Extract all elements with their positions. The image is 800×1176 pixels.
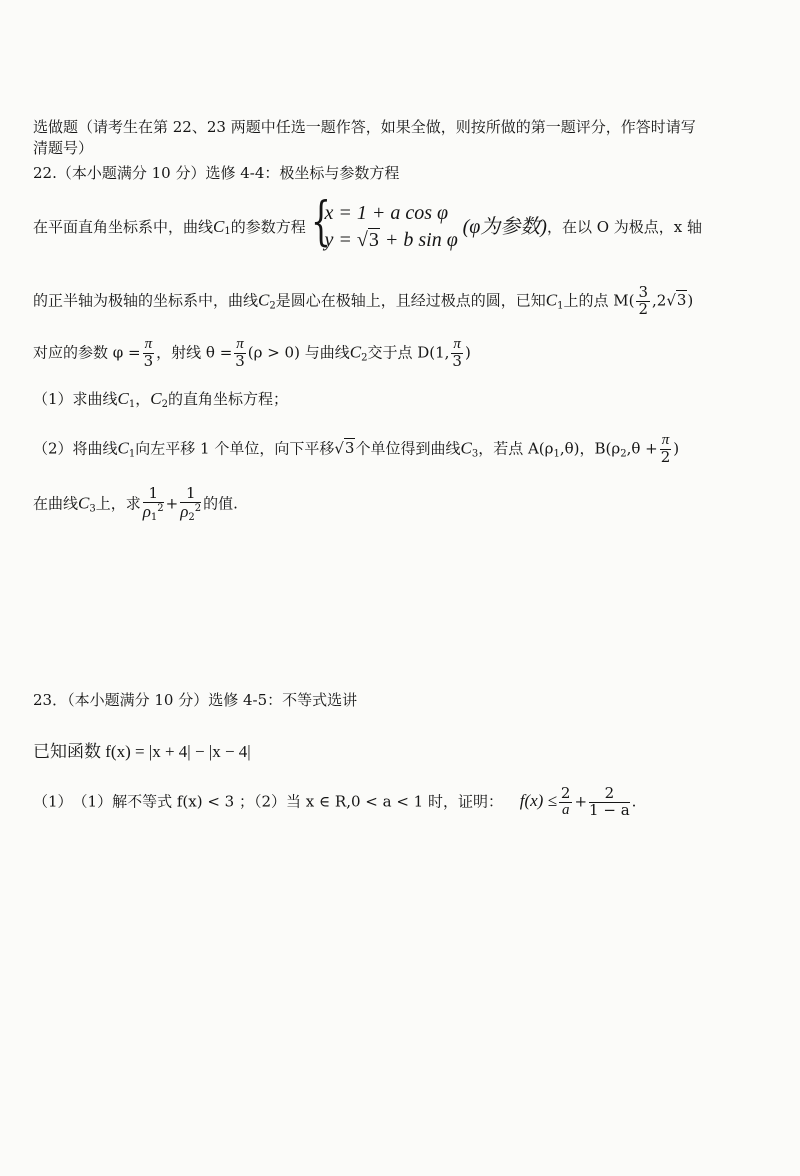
text: （1）求曲线 [33, 390, 118, 408]
text: 的直角坐标方程； [168, 390, 289, 408]
text: ， [135, 390, 151, 408]
curve-c1: C [117, 438, 129, 458]
subscript: 2 [620, 448, 627, 460]
text: 上，求 [95, 494, 141, 513]
section-header-line1: 选做题（请考生在第 22、23 两题中任选一题作答，如果全做，则按所做的第一题评分，作答时请写 [33, 118, 696, 136]
subscript: 2 [269, 300, 276, 312]
q22-line4 [33, 337, 471, 370]
curve-c2: C [258, 290, 270, 310]
curve-c3: C [460, 438, 472, 458]
q22-part-1 [33, 389, 288, 411]
period: . [631, 792, 637, 811]
inequality: f(x) ≤ [519, 791, 557, 811]
sqrt-3: 3 [368, 229, 379, 251]
fraction-pi-3: $\frac{\pi}{3}$ [235, 336, 245, 370]
text: ,θ)，B(ρ [559, 439, 621, 458]
text: （2）将曲线 [33, 439, 118, 458]
question-23-title: 23．（本小题满分 10 分）选修 4-5：不等式选讲 [33, 691, 358, 709]
system-row-2: y = √3 + b sin φ [324, 229, 458, 251]
sqrt-3: 3 [676, 291, 687, 310]
system-row-1: x = 1 + a cos φ [324, 202, 449, 224]
parametric-system [310, 192, 458, 254]
subscript: 1 [128, 399, 136, 410]
curve-c3: C [78, 493, 90, 513]
curve-c2: C [150, 389, 162, 408]
fraction-pi-2: $\frac{\pi}{2}$ [660, 432, 671, 466]
text: (ρ > 0) 与曲线 [247, 343, 350, 362]
text: 的正半轴为极轴的坐标系中，曲线 [33, 291, 259, 310]
pole-text: ，在以 O 为极点，x 轴 [546, 218, 703, 236]
text: ,2 [652, 291, 667, 310]
text: ,θ + [626, 439, 658, 458]
param-note: (φ为参数) [462, 216, 547, 238]
question-22-title: 22.（本小题满分 10 分）选修 4-4：极坐标与参数方程 [33, 164, 400, 182]
sys-y: y = [324, 229, 357, 251]
q22-intro-text: 在平面直角坐标系中，曲线 [33, 218, 214, 236]
text: （1） （1）解不等式 f(x) < 3 ；（2）当 x ∈ R,0 < a < 1 时，证明： [33, 792, 503, 811]
subscript: 1 [553, 448, 560, 460]
plus: + [165, 494, 179, 513]
fraction-pi-3: $\frac{\pi}{3}$ [143, 336, 154, 370]
plus: + [574, 792, 588, 811]
q22-line3: 的正半轴为极轴的坐标系中，曲线$C_2$是圆心在极轴上，且经过极点的圆，已知$C_1$上的点 M( $\frac{3}{2}$ ,2√3) [33, 283, 694, 318]
brace: { [310, 192, 331, 252]
text: 个单位得到曲线 [355, 439, 461, 458]
param-text: 的参数方程 [230, 218, 306, 236]
q23-parts [33, 786, 636, 819]
fraction-2-over-1-minus-a: $\frac{2}{1 - a}$ [589, 784, 630, 819]
fraction-pi-3: $\frac{\pi}{3}$ [452, 336, 462, 370]
sqrt-3: 3 [344, 439, 355, 458]
text: ，若点 A(ρ [478, 439, 554, 458]
text: 向左平移 1 个单位，向下平移 [135, 439, 335, 458]
text: ) [673, 439, 680, 458]
subscript: 3 [89, 503, 96, 515]
q22-last-line [33, 486, 238, 523]
fraction-3-2: $\frac{3}{2}$ [638, 283, 648, 318]
subscript: 1 [128, 448, 136, 460]
text: 上的点 M( [563, 291, 635, 310]
subscript: 3 [471, 448, 479, 460]
subscript: 2 [161, 399, 168, 410]
text: 对应的参数 φ = [33, 343, 141, 362]
fraction-2-over-a: $\frac{2}{a}$ [560, 784, 571, 818]
curve-c1: C [213, 216, 225, 236]
fraction-1-over-rho1-sq: $\frac{1}{\rho_1^2}$ [142, 484, 164, 523]
text: 是圆心在极轴上，且经过极点的圆，已知 [275, 291, 546, 310]
text: ) [464, 343, 471, 362]
subscript: 2 [361, 352, 368, 364]
text: 交于点 D(1, [367, 343, 450, 362]
text: 在曲线 [33, 494, 79, 513]
fraction-1-over-rho2-sq: $\frac{1}{\rho_2^2}$ [180, 484, 202, 523]
text: ，射线 θ = [156, 343, 233, 362]
subscript: 1 [557, 300, 564, 312]
curve-c1: C [117, 389, 129, 408]
curve-c1: C [545, 290, 558, 310]
q22-part-2: （2）将曲线$C_1$向左平移 1 个单位，向下平移√3个单位得到曲线$C_3$，若点 $A(\rho_1,\theta)$，$B(\rho_2,\theta$ + $\frac{\pi}{2}$ ) [33, 432, 680, 466]
q23-function: 已知函数 f(x) = |x + 4| − |x − 4| [33, 742, 251, 761]
subscript: 1 [224, 226, 231, 237]
text: ) [687, 291, 694, 310]
section-header-line2: 清题号） [33, 139, 94, 157]
sys-b-sin: + b sin φ [379, 229, 458, 251]
curve-c2: C [349, 342, 362, 362]
text: 的值. [203, 494, 238, 513]
q22-intro-line [33, 192, 703, 254]
